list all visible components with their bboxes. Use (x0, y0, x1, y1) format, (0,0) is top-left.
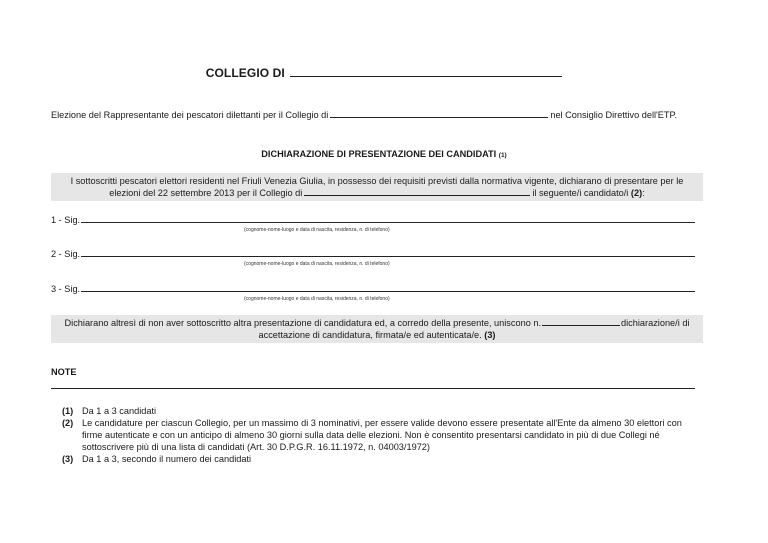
notes-divider (51, 388, 695, 389)
note-item (62, 417, 702, 453)
acceptance-line-1-before: Dichiarano altresì di non aver sottoscritto altra presentazione di candidatura ed, a corredo della presente, uniscono n. (64, 318, 542, 328)
candidate-caption: (cognome-nome-luogo e data di nascita, residenza, n. di telefono) (244, 261, 390, 267)
acceptance-count-blank-field[interactable] (542, 317, 620, 326)
declaration-colon: : (642, 188, 645, 198)
election-statement (51, 109, 677, 120)
section-heading-text: DICHIARAZIONE DI PRESENTAZIONE DEI CANDIDATI (261, 149, 497, 159)
declaration-line-2-before: elezioni del 22 settembre 2013 per il Collegio di (109, 188, 303, 198)
acceptance-line-2 (57, 329, 697, 341)
candidate-caption: (cognome-nome-luogo e data di nascita, residenza, n. di telefono) (244, 227, 390, 233)
notes-heading: NOTE (51, 367, 77, 377)
candidate-label: 1 - Sig. (51, 215, 81, 225)
acceptance-box (51, 315, 703, 343)
declaration-box (51, 173, 703, 201)
candidate-2-blank-field[interactable] (81, 256, 695, 257)
candidate-3-blank-field[interactable] (81, 291, 695, 292)
declaration-line-1: I sottoscritti pescatori elettori residenti nel Friuli Venezia Giulia, in possesso dei requisiti previsti dalla normativa vigente, dichiarano di presentare per le (70, 176, 684, 186)
candidate-row-2 (51, 249, 80, 259)
acceptance-ref: (3) (484, 330, 496, 340)
note-item (62, 405, 702, 417)
collegio-blank-field[interactable] (290, 66, 562, 77)
candidate-row-3 (51, 284, 80, 294)
note-text: Da 1 a 3, secondo il numero dei candidati (82, 454, 252, 464)
acceptance-line-1-after: dichiarazione/i di (621, 318, 690, 328)
page-title (0, 66, 768, 80)
declaration-ref: (2) (630, 188, 643, 198)
section-heading-ref: (1) (498, 152, 507, 159)
declaration-line-2-after: il seguente/i candidato/i (532, 188, 629, 198)
candidate-caption: (cognome-nome-luogo e data di nascita, residenza, n. di telefono) (244, 296, 390, 302)
election-collegio-blank-field[interactable] (330, 109, 548, 118)
note-number: (1) (62, 406, 74, 416)
election-text-before: Elezione del Rappresentante dei pescatori dilettanti per il Collegio di (51, 110, 329, 120)
candidate-row-1 (51, 215, 80, 225)
candidate-1-blank-field[interactable] (81, 222, 695, 223)
declaration-collegio-blank-field[interactable] (304, 187, 530, 196)
section-heading (0, 149, 768, 159)
note-number: (3) (62, 454, 74, 464)
declaration-line-2 (57, 187, 697, 199)
acceptance-line-1 (57, 317, 697, 329)
notes-list (62, 405, 702, 465)
note-text: Le candidature per ciascun Collegio, per un massimo di 3 nominativi, per essere valide devono essere presentate all'Ente da almeno 30 elettori con firme autenticate e con un anticipo di almeno 30 giorni sulla data delle elezioni. Non è consentito presentarsi candidato in più di due Collegi né sottoscrivere più di una lista di candidati (Art. 30 D.P.G.R. 16.11.1972, n. 04003/1972) (82, 418, 682, 452)
note-number: (2) (62, 418, 74, 428)
election-text-after: nel Consiglio Direttivo dell'ETP. (550, 110, 678, 120)
acceptance-line-2-text: accettazione di candidatura, firmata/e ed autenticata/e. (258, 330, 482, 340)
candidate-label: 2 - Sig. (51, 249, 81, 259)
page-title-text: COLLEGIO DI (205, 66, 285, 80)
note-item (62, 453, 702, 465)
candidate-label: 3 - Sig. (51, 284, 81, 294)
note-text: Da 1 a 3 candidati (82, 406, 157, 416)
